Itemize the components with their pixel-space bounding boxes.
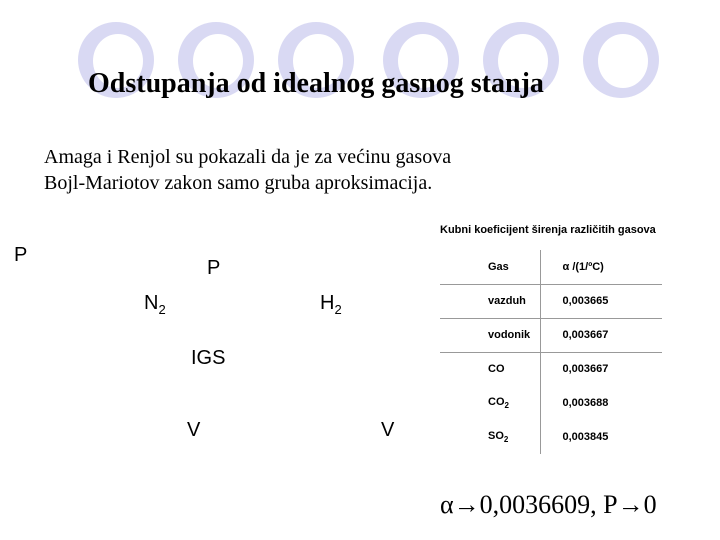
graph-label-p-mid: P (207, 257, 221, 279)
gas-cell (440, 318, 540, 352)
limit-formula: α→0,0036609, P→0 (440, 490, 657, 519)
n2-symbol: N (144, 292, 159, 314)
decor-circle-6 (583, 22, 659, 98)
graph-label-h2 (320, 292, 342, 317)
table-row (440, 318, 662, 352)
gas-cell (440, 420, 540, 454)
table-header-row (440, 250, 662, 284)
gas-name: CO (488, 395, 505, 408)
table-row (440, 386, 662, 420)
coefficient-table (440, 250, 662, 454)
h2-subscript: 2 (334, 302, 342, 317)
page-title: Odstupanja od idealnog gasnog stanja (88, 68, 544, 99)
gas-subscript: 2 (504, 401, 509, 411)
gas-name: SO (488, 429, 504, 442)
gas-cell (440, 284, 540, 318)
value-cell: 0,003667 (540, 318, 662, 352)
gas-name: vazduh (488, 295, 526, 307)
gas-subscript: 2 (503, 435, 509, 445)
value-cell: 0,003845 (562, 431, 609, 443)
value-cell: 0,003688 (562, 397, 609, 409)
header-alpha: α /(1/ºC) (540, 250, 662, 284)
table-row (440, 352, 662, 386)
table-row (440, 284, 662, 318)
table-caption: Kubni koeficijent širenja različitih gasova (440, 224, 656, 236)
header-gas: Gas (440, 250, 540, 284)
graph-label-v-left: V (187, 419, 201, 441)
intro-text (44, 144, 604, 196)
graph-label-p-left: P (14, 244, 28, 266)
gas-cell (440, 352, 540, 386)
intro-line-2: Bojl-Mariotov zakon samo gruba aproksimacija. (44, 172, 433, 194)
gas-name: CO (488, 363, 505, 376)
gas-name: vodonik (488, 329, 531, 341)
table-row (440, 420, 662, 454)
intro-line-1: Amaga i Renjol su pokazali da je za većinu gasova (44, 146, 452, 168)
gas-cell (440, 386, 540, 420)
graph-label-v-right: V (381, 419, 395, 441)
graph-label-igs: IGS (191, 347, 226, 369)
h2-symbol: H (320, 292, 335, 314)
graph-label-n2 (144, 292, 166, 317)
value-cell: 0,003665 (540, 284, 662, 318)
n2-subscript: 2 (158, 302, 166, 317)
value-cell: 0,003667 (562, 363, 609, 376)
